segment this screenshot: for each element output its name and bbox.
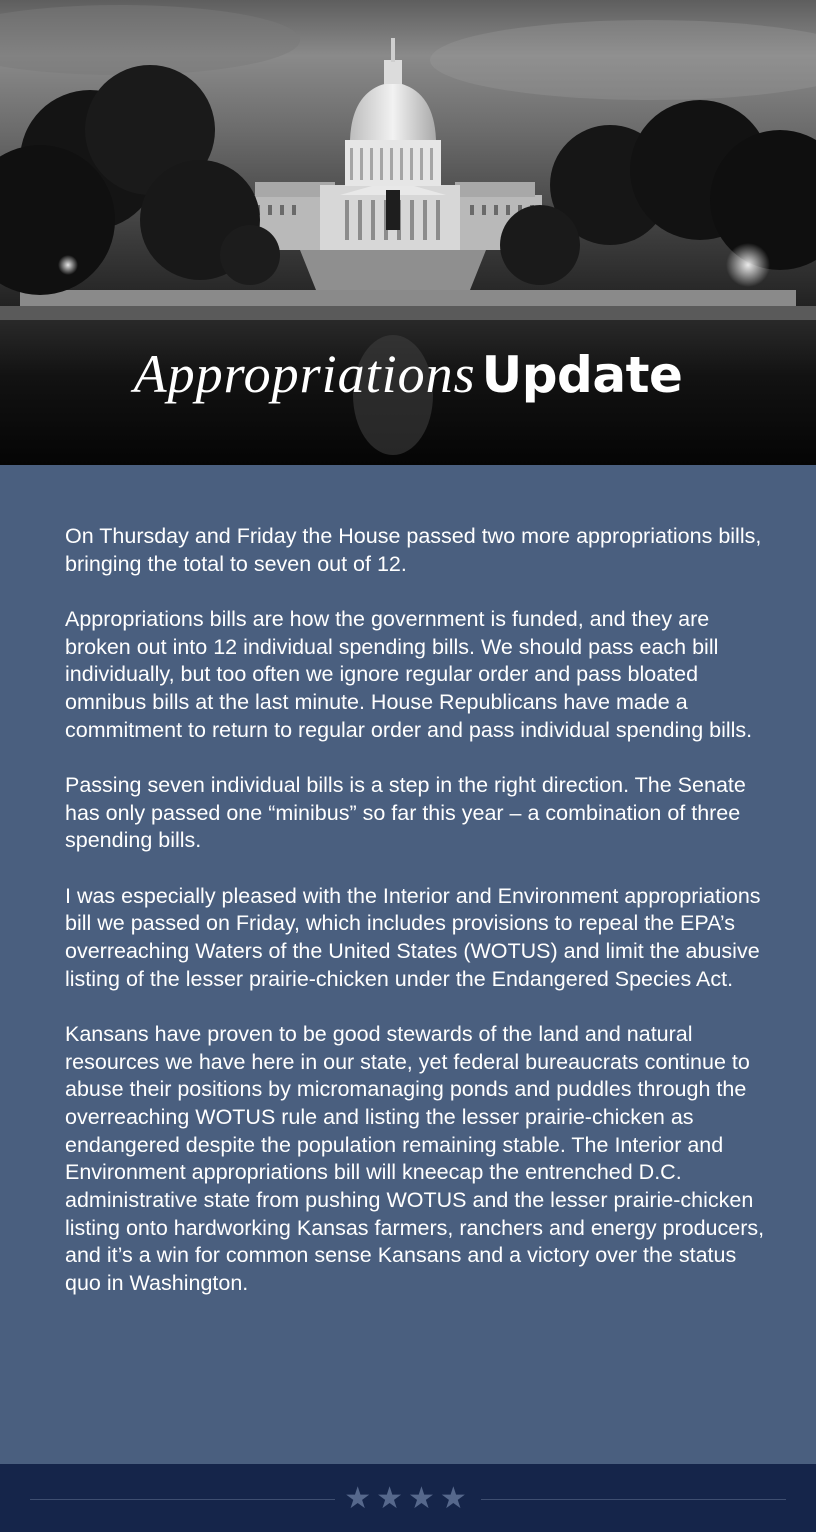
star-icon: ★ bbox=[376, 1481, 408, 1516]
star-icon: ★ bbox=[344, 1481, 377, 1516]
article-body bbox=[0, 465, 816, 1464]
paragraph: Passing seven individual bills is a step in the right direction. The Senate has only passed one “minibus” so far this year – a combination of three spending bills. bbox=[65, 772, 746, 853]
paragraph: On Thursday and Friday the House passed two more appropriations bills, bringing the total to seven out of 12. bbox=[65, 524, 762, 576]
page-title bbox=[0, 343, 816, 405]
divider-line-right bbox=[481, 1499, 786, 1500]
title-italic-word: Appropriations bbox=[133, 344, 476, 404]
star-icon: ★ bbox=[439, 1481, 472, 1516]
paragraph: Kansans have proven to be good stewards of the land and natural resources we have here in our state, yet federal bureaucrats continue to abuse their positions by micromanaging ponds and puddles through the overreaching WOTUS rule and listing the lesser prairie-chicken as endangered despite the population remaining stable. The Interior and Environment appropriations bill will kneecap the entrenched D.C. administrative state from pushing WOTUS and the lesser prairie-chicken listing onto hardworking Kansas farmers, ranchers and energy producers, and it’s a win for common sense Kansans and a victory over the status quo in Washington. bbox=[65, 1021, 765, 1296]
divider-line-left bbox=[30, 1499, 335, 1500]
footer-divider bbox=[0, 1464, 816, 1532]
star-row bbox=[340, 1481, 476, 1516]
header-banner bbox=[0, 0, 816, 465]
star-icon: ★ bbox=[408, 1481, 440, 1516]
paragraph: Appropriations bills are how the government is funded, and they are broken out into 12 individual spending bills. We should pass each bill individually, but too often we ignore regular order and pass bloated omnibus bills at the last minute. House Republicans have made a commitment to return to regular order and pass individual spending bills. bbox=[65, 606, 753, 742]
paragraph-list bbox=[65, 523, 765, 1325]
paragraph: I was especially pleased with the Interior and Environment appropriations bill we passed on Friday, which includes provisions to repeal the EPA’s overreaching Waters of the United States (WOTUS) and limit the abusive listing of the lesser prairie-chicken under the Endangered Species Act. bbox=[65, 883, 761, 991]
title-bold-word: Update bbox=[481, 346, 683, 404]
